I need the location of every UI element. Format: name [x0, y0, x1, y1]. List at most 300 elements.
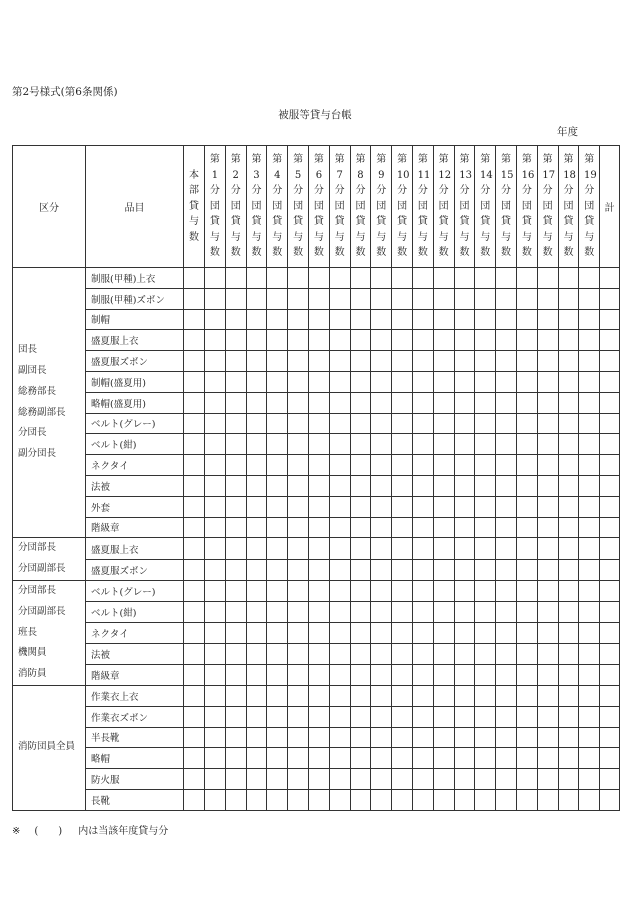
quantity-cell[interactable]	[433, 517, 454, 538]
quantity-cell[interactable]	[225, 559, 246, 580]
quantity-cell[interactable]	[267, 685, 288, 706]
quantity-cell[interactable]	[537, 413, 558, 434]
quantity-cell[interactable]	[579, 622, 600, 643]
quantity-cell[interactable]	[371, 685, 392, 706]
quantity-cell[interactable]	[308, 769, 329, 790]
quantity-cell[interactable]	[350, 789, 371, 810]
quantity-cell[interactable]	[433, 455, 454, 476]
quantity-cell[interactable]	[267, 559, 288, 580]
quantity-cell[interactable]	[537, 706, 558, 727]
quantity-cell[interactable]	[184, 371, 205, 392]
quantity-cell[interactable]	[412, 580, 433, 601]
quantity-cell[interactable]	[267, 580, 288, 601]
quantity-cell[interactable]	[454, 288, 475, 309]
quantity-cell[interactable]	[496, 769, 517, 790]
quantity-cell[interactable]	[246, 580, 267, 601]
quantity-cell[interactable]	[516, 601, 537, 622]
quantity-cell[interactable]	[579, 748, 600, 769]
quantity-cell[interactable]	[371, 727, 392, 748]
quantity-cell[interactable]	[288, 330, 309, 351]
quantity-cell[interactable]	[329, 789, 350, 810]
quantity-cell[interactable]	[496, 351, 517, 372]
quantity-cell[interactable]	[205, 685, 226, 706]
quantity-cell[interactable]	[412, 706, 433, 727]
quantity-cell[interactable]	[558, 268, 579, 289]
quantity-cell[interactable]	[392, 580, 413, 601]
quantity-cell[interactable]	[308, 517, 329, 538]
quantity-cell[interactable]	[454, 706, 475, 727]
quantity-cell[interactable]	[516, 434, 537, 455]
quantity-cell[interactable]	[516, 309, 537, 330]
quantity-cell[interactable]	[600, 330, 620, 351]
quantity-cell[interactable]	[225, 330, 246, 351]
quantity-cell[interactable]	[412, 643, 433, 664]
quantity-cell[interactable]	[412, 538, 433, 559]
quantity-cell[interactable]	[433, 413, 454, 434]
quantity-cell[interactable]	[329, 580, 350, 601]
quantity-cell[interactable]	[600, 748, 620, 769]
quantity-cell[interactable]	[579, 351, 600, 372]
quantity-cell[interactable]	[558, 288, 579, 309]
quantity-cell[interactable]	[516, 559, 537, 580]
quantity-cell[interactable]	[579, 268, 600, 289]
quantity-cell[interactable]	[184, 434, 205, 455]
quantity-cell[interactable]	[600, 288, 620, 309]
quantity-cell[interactable]	[288, 455, 309, 476]
quantity-cell[interactable]	[225, 309, 246, 330]
quantity-cell[interactable]	[392, 392, 413, 413]
quantity-cell[interactable]	[392, 455, 413, 476]
quantity-cell[interactable]	[267, 664, 288, 685]
quantity-cell[interactable]	[496, 748, 517, 769]
quantity-cell[interactable]	[308, 643, 329, 664]
quantity-cell[interactable]	[329, 601, 350, 622]
quantity-cell[interactable]	[225, 706, 246, 727]
quantity-cell[interactable]	[475, 309, 496, 330]
quantity-cell[interactable]	[496, 413, 517, 434]
quantity-cell[interactable]	[558, 727, 579, 748]
quantity-cell[interactable]	[433, 330, 454, 351]
quantity-cell[interactable]	[433, 268, 454, 289]
quantity-cell[interactable]	[433, 685, 454, 706]
quantity-cell[interactable]	[329, 559, 350, 580]
quantity-cell[interactable]	[579, 496, 600, 517]
quantity-cell[interactable]	[600, 517, 620, 538]
quantity-cell[interactable]	[412, 685, 433, 706]
quantity-cell[interactable]	[558, 392, 579, 413]
quantity-cell[interactable]	[350, 559, 371, 580]
quantity-cell[interactable]	[308, 601, 329, 622]
quantity-cell[interactable]	[288, 580, 309, 601]
quantity-cell[interactable]	[475, 685, 496, 706]
quantity-cell[interactable]	[558, 643, 579, 664]
quantity-cell[interactable]	[225, 392, 246, 413]
quantity-cell[interactable]	[516, 685, 537, 706]
quantity-cell[interactable]	[267, 475, 288, 496]
quantity-cell[interactable]	[600, 664, 620, 685]
quantity-cell[interactable]	[350, 685, 371, 706]
quantity-cell[interactable]	[433, 392, 454, 413]
quantity-cell[interactable]	[454, 664, 475, 685]
quantity-cell[interactable]	[184, 309, 205, 330]
quantity-cell[interactable]	[267, 268, 288, 289]
quantity-cell[interactable]	[412, 559, 433, 580]
quantity-cell[interactable]	[412, 748, 433, 769]
quantity-cell[interactable]	[496, 330, 517, 351]
quantity-cell[interactable]	[205, 392, 226, 413]
quantity-cell[interactable]	[412, 622, 433, 643]
quantity-cell[interactable]	[205, 706, 226, 727]
quantity-cell[interactable]	[329, 664, 350, 685]
quantity-cell[interactable]	[558, 769, 579, 790]
quantity-cell[interactable]	[246, 643, 267, 664]
quantity-cell[interactable]	[537, 580, 558, 601]
quantity-cell[interactable]	[496, 288, 517, 309]
quantity-cell[interactable]	[205, 268, 226, 289]
quantity-cell[interactable]	[267, 517, 288, 538]
quantity-cell[interactable]	[350, 517, 371, 538]
quantity-cell[interactable]	[371, 309, 392, 330]
quantity-cell[interactable]	[371, 601, 392, 622]
quantity-cell[interactable]	[329, 685, 350, 706]
quantity-cell[interactable]	[454, 268, 475, 289]
quantity-cell[interactable]	[246, 517, 267, 538]
quantity-cell[interactable]	[600, 455, 620, 476]
quantity-cell[interactable]	[267, 330, 288, 351]
quantity-cell[interactable]	[454, 580, 475, 601]
quantity-cell[interactable]	[371, 538, 392, 559]
quantity-cell[interactable]	[433, 601, 454, 622]
quantity-cell[interactable]	[579, 413, 600, 434]
quantity-cell[interactable]	[225, 268, 246, 289]
quantity-cell[interactable]	[308, 392, 329, 413]
quantity-cell[interactable]	[454, 748, 475, 769]
quantity-cell[interactable]	[579, 559, 600, 580]
quantity-cell[interactable]	[516, 643, 537, 664]
quantity-cell[interactable]	[225, 727, 246, 748]
quantity-cell[interactable]	[246, 309, 267, 330]
quantity-cell[interactable]	[475, 538, 496, 559]
quantity-cell[interactable]	[184, 727, 205, 748]
quantity-cell[interactable]	[308, 371, 329, 392]
quantity-cell[interactable]	[600, 371, 620, 392]
quantity-cell[interactable]	[537, 685, 558, 706]
quantity-cell[interactable]	[246, 664, 267, 685]
quantity-cell[interactable]	[579, 330, 600, 351]
quantity-cell[interactable]	[558, 517, 579, 538]
quantity-cell[interactable]	[267, 789, 288, 810]
quantity-cell[interactable]	[205, 538, 226, 559]
quantity-cell[interactable]	[537, 789, 558, 810]
quantity-cell[interactable]	[205, 769, 226, 790]
quantity-cell[interactable]	[184, 392, 205, 413]
quantity-cell[interactable]	[558, 330, 579, 351]
quantity-cell[interactable]	[537, 475, 558, 496]
quantity-cell[interactable]	[392, 475, 413, 496]
quantity-cell[interactable]	[267, 748, 288, 769]
quantity-cell[interactable]	[225, 748, 246, 769]
quantity-cell[interactable]	[267, 455, 288, 476]
quantity-cell[interactable]	[288, 769, 309, 790]
quantity-cell[interactable]	[246, 288, 267, 309]
quantity-cell[interactable]	[600, 538, 620, 559]
quantity-cell[interactable]	[558, 601, 579, 622]
quantity-cell[interactable]	[225, 622, 246, 643]
quantity-cell[interactable]	[308, 727, 329, 748]
quantity-cell[interactable]	[246, 455, 267, 476]
quantity-cell[interactable]	[267, 434, 288, 455]
quantity-cell[interactable]	[454, 455, 475, 476]
quantity-cell[interactable]	[537, 769, 558, 790]
quantity-cell[interactable]	[475, 601, 496, 622]
quantity-cell[interactable]	[454, 727, 475, 748]
quantity-cell[interactable]	[558, 434, 579, 455]
quantity-cell[interactable]	[475, 706, 496, 727]
quantity-cell[interactable]	[412, 309, 433, 330]
quantity-cell[interactable]	[184, 601, 205, 622]
quantity-cell[interactable]	[496, 392, 517, 413]
quantity-cell[interactable]	[392, 748, 413, 769]
quantity-cell[interactable]	[184, 559, 205, 580]
quantity-cell[interactable]	[558, 559, 579, 580]
quantity-cell[interactable]	[392, 601, 413, 622]
quantity-cell[interactable]	[537, 538, 558, 559]
quantity-cell[interactable]	[205, 748, 226, 769]
quantity-cell[interactable]	[454, 538, 475, 559]
quantity-cell[interactable]	[454, 496, 475, 517]
quantity-cell[interactable]	[350, 288, 371, 309]
quantity-cell[interactable]	[412, 517, 433, 538]
quantity-cell[interactable]	[475, 769, 496, 790]
quantity-cell[interactable]	[496, 643, 517, 664]
quantity-cell[interactable]	[267, 351, 288, 372]
quantity-cell[interactable]	[267, 727, 288, 748]
quantity-cell[interactable]	[288, 351, 309, 372]
quantity-cell[interactable]	[329, 288, 350, 309]
quantity-cell[interactable]	[433, 706, 454, 727]
quantity-cell[interactable]	[537, 496, 558, 517]
quantity-cell[interactable]	[246, 268, 267, 289]
quantity-cell[interactable]	[329, 392, 350, 413]
quantity-cell[interactable]	[267, 392, 288, 413]
quantity-cell[interactable]	[496, 580, 517, 601]
quantity-cell[interactable]	[579, 309, 600, 330]
quantity-cell[interactable]	[225, 580, 246, 601]
quantity-cell[interactable]	[371, 748, 392, 769]
quantity-cell[interactable]	[308, 351, 329, 372]
quantity-cell[interactable]	[412, 769, 433, 790]
quantity-cell[interactable]	[371, 475, 392, 496]
quantity-cell[interactable]	[371, 789, 392, 810]
quantity-cell[interactable]	[496, 685, 517, 706]
quantity-cell[interactable]	[371, 517, 392, 538]
quantity-cell[interactable]	[246, 789, 267, 810]
quantity-cell[interactable]	[516, 413, 537, 434]
quantity-cell[interactable]	[350, 706, 371, 727]
quantity-cell[interactable]	[392, 268, 413, 289]
quantity-cell[interactable]	[392, 330, 413, 351]
quantity-cell[interactable]	[496, 517, 517, 538]
quantity-cell[interactable]	[392, 559, 413, 580]
quantity-cell[interactable]	[329, 706, 350, 727]
quantity-cell[interactable]	[371, 559, 392, 580]
quantity-cell[interactable]	[371, 706, 392, 727]
quantity-cell[interactable]	[475, 789, 496, 810]
quantity-cell[interactable]	[288, 496, 309, 517]
quantity-cell[interactable]	[267, 413, 288, 434]
quantity-cell[interactable]	[371, 496, 392, 517]
quantity-cell[interactable]	[246, 622, 267, 643]
quantity-cell[interactable]	[558, 496, 579, 517]
quantity-cell[interactable]	[496, 789, 517, 810]
quantity-cell[interactable]	[246, 330, 267, 351]
quantity-cell[interactable]	[475, 371, 496, 392]
quantity-cell[interactable]	[308, 559, 329, 580]
quantity-cell[interactable]	[454, 622, 475, 643]
quantity-cell[interactable]	[184, 351, 205, 372]
quantity-cell[interactable]	[579, 392, 600, 413]
quantity-cell[interactable]	[433, 789, 454, 810]
quantity-cell[interactable]	[350, 392, 371, 413]
quantity-cell[interactable]	[184, 580, 205, 601]
quantity-cell[interactable]	[412, 392, 433, 413]
quantity-cell[interactable]	[184, 413, 205, 434]
quantity-cell[interactable]	[205, 517, 226, 538]
quantity-cell[interactable]	[454, 351, 475, 372]
quantity-cell[interactable]	[350, 769, 371, 790]
quantity-cell[interactable]	[267, 496, 288, 517]
quantity-cell[interactable]	[392, 685, 413, 706]
quantity-cell[interactable]	[184, 496, 205, 517]
quantity-cell[interactable]	[537, 288, 558, 309]
quantity-cell[interactable]	[371, 413, 392, 434]
quantity-cell[interactable]	[329, 309, 350, 330]
quantity-cell[interactable]	[537, 601, 558, 622]
quantity-cell[interactable]	[454, 789, 475, 810]
quantity-cell[interactable]	[205, 475, 226, 496]
quantity-cell[interactable]	[433, 538, 454, 559]
quantity-cell[interactable]	[454, 517, 475, 538]
quantity-cell[interactable]	[454, 559, 475, 580]
quantity-cell[interactable]	[433, 288, 454, 309]
quantity-cell[interactable]	[558, 413, 579, 434]
quantity-cell[interactable]	[308, 664, 329, 685]
quantity-cell[interactable]	[579, 664, 600, 685]
quantity-cell[interactable]	[600, 789, 620, 810]
quantity-cell[interactable]	[350, 268, 371, 289]
quantity-cell[interactable]	[392, 769, 413, 790]
quantity-cell[interactable]	[205, 434, 226, 455]
quantity-cell[interactable]	[475, 622, 496, 643]
quantity-cell[interactable]	[537, 434, 558, 455]
quantity-cell[interactable]	[329, 538, 350, 559]
quantity-cell[interactable]	[454, 309, 475, 330]
quantity-cell[interactable]	[225, 685, 246, 706]
quantity-cell[interactable]	[600, 769, 620, 790]
quantity-cell[interactable]	[475, 330, 496, 351]
quantity-cell[interactable]	[433, 727, 454, 748]
quantity-cell[interactable]	[496, 434, 517, 455]
quantity-cell[interactable]	[225, 455, 246, 476]
quantity-cell[interactable]	[371, 455, 392, 476]
quantity-cell[interactable]	[350, 330, 371, 351]
quantity-cell[interactable]	[350, 371, 371, 392]
quantity-cell[interactable]	[371, 268, 392, 289]
quantity-cell[interactable]	[246, 559, 267, 580]
quantity-cell[interactable]	[516, 622, 537, 643]
quantity-cell[interactable]	[308, 685, 329, 706]
quantity-cell[interactable]	[184, 622, 205, 643]
quantity-cell[interactable]	[225, 288, 246, 309]
quantity-cell[interactable]	[267, 643, 288, 664]
quantity-cell[interactable]	[516, 748, 537, 769]
quantity-cell[interactable]	[246, 475, 267, 496]
quantity-cell[interactable]	[205, 413, 226, 434]
quantity-cell[interactable]	[600, 622, 620, 643]
quantity-cell[interactable]	[350, 664, 371, 685]
quantity-cell[interactable]	[496, 475, 517, 496]
quantity-cell[interactable]	[558, 685, 579, 706]
quantity-cell[interactable]	[600, 351, 620, 372]
quantity-cell[interactable]	[454, 330, 475, 351]
quantity-cell[interactable]	[246, 496, 267, 517]
quantity-cell[interactable]	[246, 685, 267, 706]
quantity-cell[interactable]	[412, 288, 433, 309]
quantity-cell[interactable]	[350, 580, 371, 601]
quantity-cell[interactable]	[205, 496, 226, 517]
quantity-cell[interactable]	[225, 351, 246, 372]
quantity-cell[interactable]	[246, 748, 267, 769]
quantity-cell[interactable]	[184, 748, 205, 769]
quantity-cell[interactable]	[350, 643, 371, 664]
quantity-cell[interactable]	[184, 475, 205, 496]
quantity-cell[interactable]	[600, 727, 620, 748]
quantity-cell[interactable]	[600, 559, 620, 580]
quantity-cell[interactable]	[308, 496, 329, 517]
quantity-cell[interactable]	[433, 475, 454, 496]
quantity-cell[interactable]	[225, 496, 246, 517]
quantity-cell[interactable]	[205, 622, 226, 643]
quantity-cell[interactable]	[496, 309, 517, 330]
quantity-cell[interactable]	[433, 622, 454, 643]
quantity-cell[interactable]	[308, 706, 329, 727]
quantity-cell[interactable]	[371, 664, 392, 685]
quantity-cell[interactable]	[205, 371, 226, 392]
quantity-cell[interactable]	[184, 685, 205, 706]
quantity-cell[interactable]	[246, 769, 267, 790]
quantity-cell[interactable]	[454, 769, 475, 790]
quantity-cell[interactable]	[329, 268, 350, 289]
quantity-cell[interactable]	[246, 538, 267, 559]
quantity-cell[interactable]	[392, 288, 413, 309]
quantity-cell[interactable]	[516, 706, 537, 727]
quantity-cell[interactable]	[537, 517, 558, 538]
quantity-cell[interactable]	[475, 496, 496, 517]
quantity-cell[interactable]	[579, 434, 600, 455]
quantity-cell[interactable]	[350, 434, 371, 455]
quantity-cell[interactable]	[433, 434, 454, 455]
quantity-cell[interactable]	[246, 371, 267, 392]
quantity-cell[interactable]	[579, 789, 600, 810]
quantity-cell[interactable]	[392, 622, 413, 643]
quantity-cell[interactable]	[558, 706, 579, 727]
quantity-cell[interactable]	[329, 643, 350, 664]
quantity-cell[interactable]	[412, 413, 433, 434]
quantity-cell[interactable]	[205, 580, 226, 601]
quantity-cell[interactable]	[475, 392, 496, 413]
quantity-cell[interactable]	[600, 434, 620, 455]
quantity-cell[interactable]	[329, 351, 350, 372]
